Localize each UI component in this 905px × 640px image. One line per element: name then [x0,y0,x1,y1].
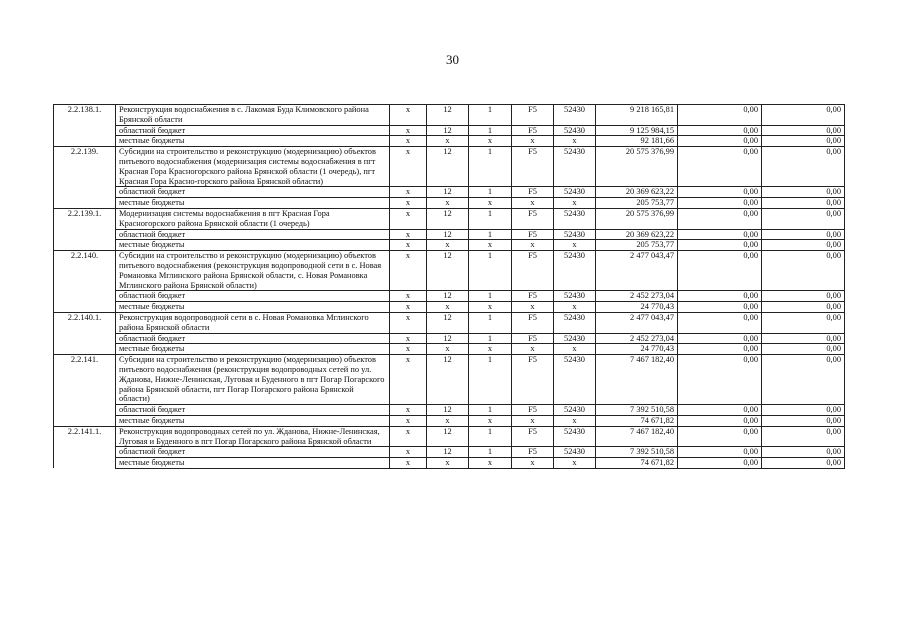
row-name-cell: Модернизация системы водоснабжения в пгт Красная Гора Красногорского района Брянской области (1 очередь) [116,208,390,229]
row-col-cell: х [390,251,427,291]
row-col-cell: х [427,415,469,426]
row-col-cell: х [390,415,427,426]
row-col-cell: 1 [469,312,512,333]
row-col-cell: х [390,344,427,355]
row-code-cell: 2.2.139.1. [54,208,116,229]
row-amount-cell: 7 392 510,58 [596,447,678,458]
row-col-cell: 12 [427,229,469,240]
row-value-cell: 0,00 [762,125,845,136]
row-col-cell: х [390,447,427,458]
table-row [54,344,845,355]
row-col-cell: 52430 [554,105,596,126]
row-col-cell: х [390,240,427,251]
row-value-cell: 0,00 [678,302,762,313]
page-number: 30 [446,52,459,67]
table-row [54,405,845,416]
row-code-cell [54,198,116,209]
row-code-cell [54,302,116,313]
row-name-cell: местные бюджеты [116,458,390,469]
row-col-cell: х [427,240,469,251]
row-col-cell: х [390,312,427,333]
row-value-cell: 0,00 [762,240,845,251]
row-col-cell: 52430 [554,333,596,344]
row-col-cell: х [390,355,427,405]
table-row [54,447,845,458]
row-col-cell: 12 [427,208,469,229]
row-col-cell: 12 [427,105,469,126]
row-code-cell: 2.2.141. [54,355,116,405]
row-value-cell: 0,00 [678,251,762,291]
row-col-cell: х [390,136,427,147]
row-name-cell: Реконструкция водопроводной сети в с. Новая Романовка Мглинского района Брянской области [116,312,390,333]
row-col-cell: х [390,208,427,229]
row-amount-cell: 20 369 623,22 [596,229,678,240]
row-col-cell: х [469,344,512,355]
row-col-cell: х [512,136,554,147]
row-value-cell: 0,00 [762,187,845,198]
row-col-cell: F5 [512,291,554,302]
row-value-cell: 0,00 [762,415,845,426]
row-name-cell: областной бюджет [116,405,390,416]
row-code-cell [54,458,116,469]
table-row [54,426,845,447]
row-value-cell: 0,00 [762,333,845,344]
budget-table [53,104,845,469]
row-code-cell: 2.2.141.1. [54,426,116,447]
row-amount-cell: 7 467 182,40 [596,355,678,405]
row-code-cell [54,229,116,240]
row-name-cell: местные бюджеты [116,344,390,355]
row-col-cell: 1 [469,355,512,405]
row-col-cell: х [554,198,596,209]
row-name-cell: Субсидии на строительство и реконструкцию (модернизацию) объектов питьевого водоснабжения (модернизация системы водоснабжения в пгт Красная Гора Красногорского района Брянской области (1 очередь), пгт Красная Гора Красно-горского района Брянской области) [116,147,390,187]
row-col-cell: 1 [469,447,512,458]
row-col-cell: 12 [427,312,469,333]
row-value-cell: 0,00 [762,105,845,126]
row-code-cell [54,447,116,458]
table-row [54,251,845,291]
row-col-cell: 1 [469,147,512,187]
row-col-cell: х [390,198,427,209]
row-col-cell: 52430 [554,125,596,136]
row-value-cell: 0,00 [678,355,762,405]
row-col-cell: х [554,458,596,469]
row-value-cell: 0,00 [762,302,845,313]
row-name-cell: областной бюджет [116,125,390,136]
row-amount-cell: 2 477 043,47 [596,312,678,333]
row-value-cell: 0,00 [678,291,762,302]
row-value-cell: 0,00 [678,458,762,469]
row-value-cell: 0,00 [678,187,762,198]
row-col-cell: х [554,240,596,251]
row-col-cell: F5 [512,229,554,240]
row-col-cell: х [469,240,512,251]
row-col-cell: F5 [512,312,554,333]
row-code-cell [54,125,116,136]
row-value-cell: 0,00 [762,136,845,147]
row-name-cell: местные бюджеты [116,415,390,426]
row-value-cell: 0,00 [762,447,845,458]
row-col-cell: х [390,291,427,302]
row-amount-cell: 205 753,77 [596,198,678,209]
row-value-cell: 0,00 [762,355,845,405]
row-col-cell: 12 [427,125,469,136]
row-col-cell: х [390,147,427,187]
row-col-cell: F5 [512,208,554,229]
row-col-cell: F5 [512,426,554,447]
row-code-cell [54,415,116,426]
row-col-cell: х [427,198,469,209]
row-amount-cell: 2 452 273,04 [596,291,678,302]
row-name-cell: областной бюджет [116,291,390,302]
row-col-cell: х [427,458,469,469]
row-value-cell: 0,00 [678,147,762,187]
table-row [54,187,845,198]
row-value-cell: 0,00 [678,240,762,251]
row-value-cell: 0,00 [678,105,762,126]
row-col-cell: F5 [512,105,554,126]
row-col-cell: х [390,125,427,136]
row-col-cell: 12 [427,291,469,302]
row-col-cell: х [512,344,554,355]
row-amount-cell: 20 369 623,22 [596,187,678,198]
row-amount-cell: 7 467 182,40 [596,426,678,447]
row-value-cell: 0,00 [678,415,762,426]
row-col-cell: 52430 [554,187,596,198]
table-row [54,458,845,469]
row-value-cell: 0,00 [678,229,762,240]
row-col-cell: 12 [427,405,469,416]
row-col-cell: 12 [427,147,469,187]
row-col-cell: х [390,458,427,469]
row-col-cell: х [512,415,554,426]
row-col-cell: 1 [469,229,512,240]
row-col-cell: х [390,426,427,447]
row-col-cell: 1 [469,251,512,291]
row-col-cell: 12 [427,447,469,458]
row-col-cell: F5 [512,187,554,198]
row-col-cell: 52430 [554,355,596,405]
table-row [54,147,845,187]
row-col-cell: х [390,333,427,344]
row-col-cell: х [390,405,427,416]
row-value-cell: 0,00 [678,208,762,229]
row-amount-cell: 7 392 510,58 [596,405,678,416]
row-col-cell: 1 [469,333,512,344]
row-value-cell: 0,00 [762,229,845,240]
row-col-cell: х [554,136,596,147]
table-row [54,302,845,313]
row-col-cell: 1 [469,291,512,302]
row-name-cell: Субсидии на строительство и реконструкцию (модернизацию) объектов питьевого водоснабжения (реконструкция водопроводных сетей по ул. Жданова, Нижне-Ленинская, Луговая и Буденного в пгт Погар Погарского района Брянской области, пгт Погар Погарского района Брянской области) [116,355,390,405]
row-value-cell: 0,00 [678,312,762,333]
row-value-cell: 0,00 [678,344,762,355]
row-value-cell: 0,00 [678,333,762,344]
row-name-cell: местные бюджеты [116,240,390,251]
row-value-cell: 0,00 [678,125,762,136]
row-col-cell: 12 [427,426,469,447]
row-amount-cell: 24 770,43 [596,344,678,355]
table-row [54,198,845,209]
row-col-cell: х [554,302,596,313]
row-value-cell: 0,00 [762,405,845,416]
row-value-cell: 0,00 [762,147,845,187]
row-value-cell: 0,00 [762,251,845,291]
table-row [54,415,845,426]
table-row [54,355,845,405]
row-value-cell: 0,00 [762,208,845,229]
row-col-cell: F5 [512,251,554,291]
row-col-cell: х [512,458,554,469]
row-col-cell: 12 [427,251,469,291]
row-col-cell: 1 [469,125,512,136]
row-code-cell [54,291,116,302]
row-col-cell: 52430 [554,229,596,240]
row-name-cell: Реконструкция водопроводных сетей по ул. Жданова, Нижне-Ленинская, Луговая и Буденного в пгт Погар Погарского района Брянской области [116,426,390,447]
row-col-cell: 12 [427,187,469,198]
row-col-cell: х [469,415,512,426]
row-code-cell [54,136,116,147]
row-value-cell: 0,00 [678,136,762,147]
row-code-cell: 2.2.140.1. [54,312,116,333]
row-col-cell: х [554,415,596,426]
row-name-cell: областной бюджет [116,333,390,344]
row-col-cell: 1 [469,187,512,198]
row-amount-cell: 20 575 376,99 [596,147,678,187]
row-name-cell: Реконструкция водоснабжения в с. Лакомая Буда Климовского района Брянской области [116,105,390,126]
row-amount-cell: 74 671,82 [596,458,678,469]
row-col-cell: х [427,344,469,355]
row-col-cell: х [469,302,512,313]
row-code-cell: 2.2.140. [54,251,116,291]
row-code-cell: 2.2.139. [54,147,116,187]
row-value-cell: 0,00 [762,198,845,209]
row-amount-cell: 9 218 165,81 [596,105,678,126]
row-col-cell: х [554,344,596,355]
row-col-cell: 1 [469,405,512,416]
row-col-cell: 52430 [554,447,596,458]
row-col-cell: F5 [512,147,554,187]
row-value-cell: 0,00 [762,344,845,355]
row-code-cell [54,240,116,251]
table-row [54,125,845,136]
row-col-cell: 52430 [554,426,596,447]
row-col-cell: х [427,302,469,313]
row-value-cell: 0,00 [678,426,762,447]
row-col-cell: F5 [512,125,554,136]
row-value-cell: 0,00 [762,458,845,469]
row-col-cell: F5 [512,405,554,416]
table-row [54,333,845,344]
row-amount-cell: 205 753,77 [596,240,678,251]
row-col-cell: 52430 [554,147,596,187]
row-col-cell: 52430 [554,312,596,333]
row-code-cell [54,187,116,198]
row-col-cell: 52430 [554,251,596,291]
row-amount-cell: 2 452 273,04 [596,333,678,344]
row-col-cell: х [512,198,554,209]
row-col-cell: F5 [512,333,554,344]
row-col-cell: х [427,136,469,147]
row-col-cell: 12 [427,333,469,344]
row-col-cell: F5 [512,447,554,458]
row-amount-cell: 9 125 984,15 [596,125,678,136]
table-row [54,105,845,126]
row-col-cell: 52430 [554,291,596,302]
row-amount-cell: 74 671,82 [596,415,678,426]
row-col-cell: х [469,198,512,209]
row-amount-cell: 92 181,66 [596,136,678,147]
table-row [54,240,845,251]
row-name-cell: местные бюджеты [116,198,390,209]
row-name-cell: областной бюджет [116,187,390,198]
row-col-cell: F5 [512,355,554,405]
row-code-cell [54,344,116,355]
row-code-cell: 2.2.138.1. [54,105,116,126]
row-col-cell: 1 [469,208,512,229]
row-name-cell: Субсидии на строительство и реконструкцию (модернизацию) объектов питьевого водоснабжения (реконструкция водопроводной сети в с. Новая Романовка Мглинского района Брянской области, с. Новая Романовка Мглинского района Брянской области) [116,251,390,291]
row-col-cell: х [390,302,427,313]
row-col-cell: 1 [469,426,512,447]
row-name-cell: местные бюджеты [116,136,390,147]
row-value-cell: 0,00 [762,426,845,447]
row-amount-cell: 24 770,43 [596,302,678,313]
row-col-cell: х [512,240,554,251]
row-code-cell [54,333,116,344]
table-row [54,208,845,229]
table-row [54,312,845,333]
row-col-cell: х [469,458,512,469]
row-code-cell [54,405,116,416]
row-amount-cell: 20 575 376,99 [596,208,678,229]
row-col-cell: 52430 [554,405,596,416]
row-col-cell: 52430 [554,208,596,229]
row-value-cell: 0,00 [762,291,845,302]
row-col-cell: 12 [427,355,469,405]
row-col-cell: х [390,105,427,126]
row-value-cell: 0,00 [678,405,762,416]
row-amount-cell: 2 477 043,47 [596,251,678,291]
row-name-cell: областной бюджет [116,229,390,240]
row-name-cell: местные бюджеты [116,302,390,313]
row-col-cell: х [469,136,512,147]
row-col-cell: х [390,187,427,198]
row-value-cell: 0,00 [762,312,845,333]
table-row [54,229,845,240]
row-value-cell: 0,00 [678,198,762,209]
table-row [54,291,845,302]
table-row [54,136,845,147]
row-col-cell: 1 [469,105,512,126]
row-col-cell: х [512,302,554,313]
row-name-cell: областной бюджет [116,447,390,458]
row-value-cell: 0,00 [678,447,762,458]
row-col-cell: х [390,229,427,240]
